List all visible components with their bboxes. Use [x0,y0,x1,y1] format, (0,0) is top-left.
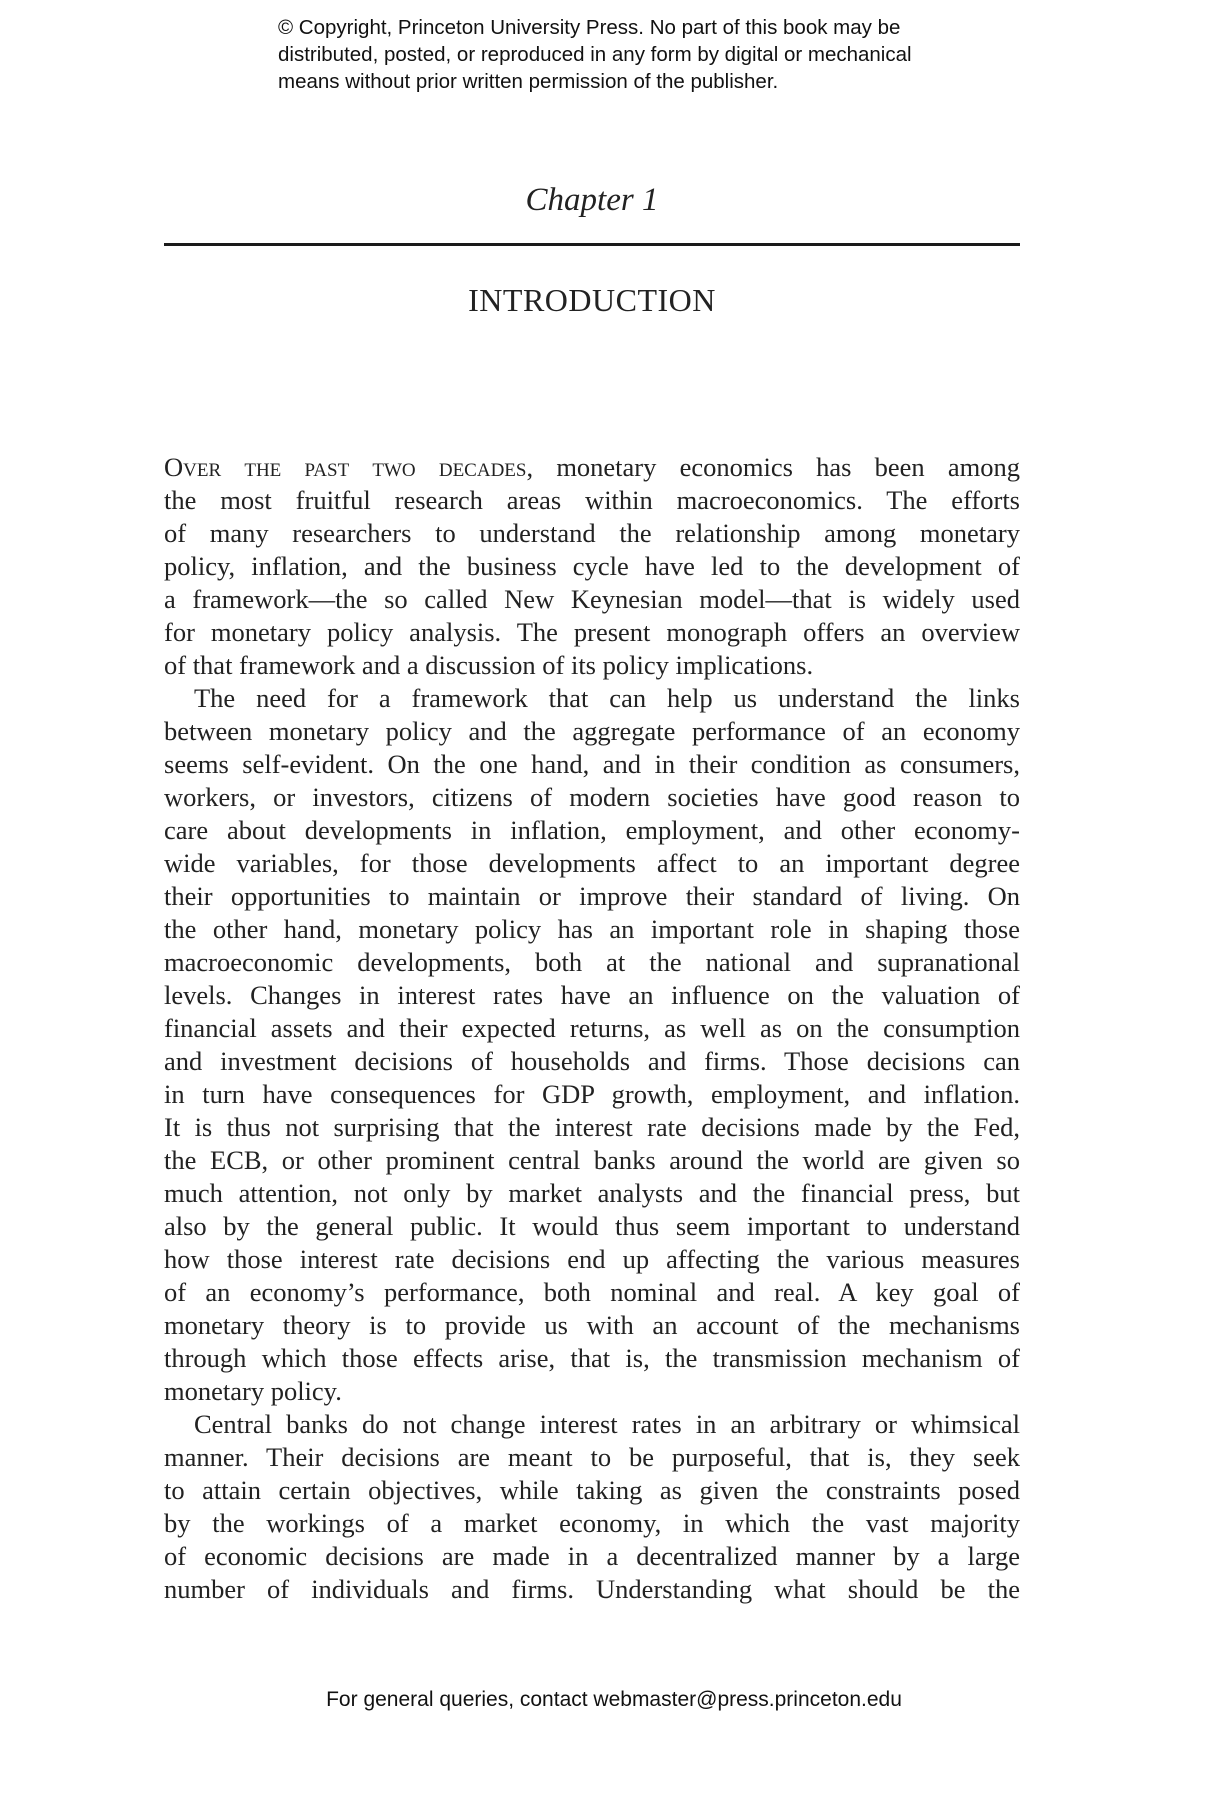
body-line: It is thus not surprising that the interest rate decisions made by the Fed, [164,1112,1020,1142]
body-line: in turn have consequences for GDP growth, employment, and inflation. [164,1079,1020,1109]
body-line: care about developments in inflation, employment, and other economy- [164,815,1020,845]
body-line: a framework—the so called New Keynesian model—that is widely used [164,584,1020,614]
body-line-text: monetary economics has been among [533,452,1020,482]
body-text [164,451,1020,1606]
copyright-notice [278,14,1038,95]
body-line: policy, inflation, and the business cycle have led to the development of [164,551,1020,581]
body-line: their opportunities to maintain or improve their standard of living. On [164,881,1020,911]
body-line [164,451,1020,484]
body-line: the ECB, or other prominent central banks around the world are given so [164,1145,1020,1175]
body-line: of an economy’s performance, both nominal and real. A key goal of [164,1277,1020,1307]
body-line: by the workings of a market economy, in which the vast majority [164,1508,1020,1538]
body-line: much attention, not only by market analysts and the financial press, but [164,1178,1020,1208]
body-line: the other hand, monetary policy has an important role in shaping those [164,914,1020,944]
body-line: workers, or investors, citizens of modern societies have good reason to [164,782,1020,812]
body-line: between monetary policy and the aggregate performance of an economy [164,716,1020,746]
chapter-divider [164,243,1020,246]
body-line: the most fruitful research areas within macroeconomics. The efforts [164,485,1020,515]
body-line: financial assets and their expected returns, as well as on the consumption [164,1013,1020,1043]
body-line: Central banks do not change interest rates in an arbitrary or whimsical [194,1409,1020,1439]
body-line: wide variables, for those developments affect to an important degree [164,848,1020,878]
body-line: of that framework and a discussion of its policy implications. [164,650,814,680]
copyright-line: distributed, posted, or reproduced in any form by digital or mechanical [278,43,912,66]
body-line: seems self-evident. On the one hand, and in their condition as consumers, [164,749,1020,779]
body-line: and investment decisions of households and firms. Those decisions can [164,1046,1020,1076]
chapter-label: Chapter 1 [525,182,659,218]
body-line: The need for a framework that can help us understand the links [194,683,1020,713]
footer-contact: For general queries, contact webmaster@press.princeton.edu [326,1688,902,1711]
body-line: number of individuals and firms. Understanding what should be the [164,1574,1020,1604]
chapter-title: INTRODUCTION [468,282,716,318]
body-line: manner. Their decisions are meant to be purposeful, that is, they seek [164,1442,1020,1472]
body-line: how those interest rate decisions end up affecting the various measures [164,1244,1020,1274]
body-line: monetary theory is to provide us with an account of the mechanisms [164,1310,1020,1340]
lead-in-smallcaps: Over the past two decades, [164,452,534,482]
copyright-line: means without prior written permission of the publisher. [278,70,779,93]
body-line: of many researchers to understand the relationship among monetary [164,518,1020,548]
body-line: to attain certain objectives, while taking as given the constraints posed [164,1475,1020,1505]
body-line: monetary policy. [164,1376,342,1406]
copyright-line: © Copyright, Princeton University Press. No part of this book may be [278,16,901,39]
body-line: through which those effects arise, that is, the transmission mechanism of [164,1343,1020,1373]
body-line: of economic decisions are made in a decentralized manner by a large [164,1541,1020,1571]
body-line: levels. Changes in interest rates have an influence on the valuation of [164,980,1020,1010]
body-line: for monetary policy analysis. The present monograph offers an overview [164,617,1020,647]
body-line: also by the general public. It would thus seem important to understand [164,1211,1020,1241]
body-line: macroeconomic developments, both at the national and supranational [164,947,1020,977]
